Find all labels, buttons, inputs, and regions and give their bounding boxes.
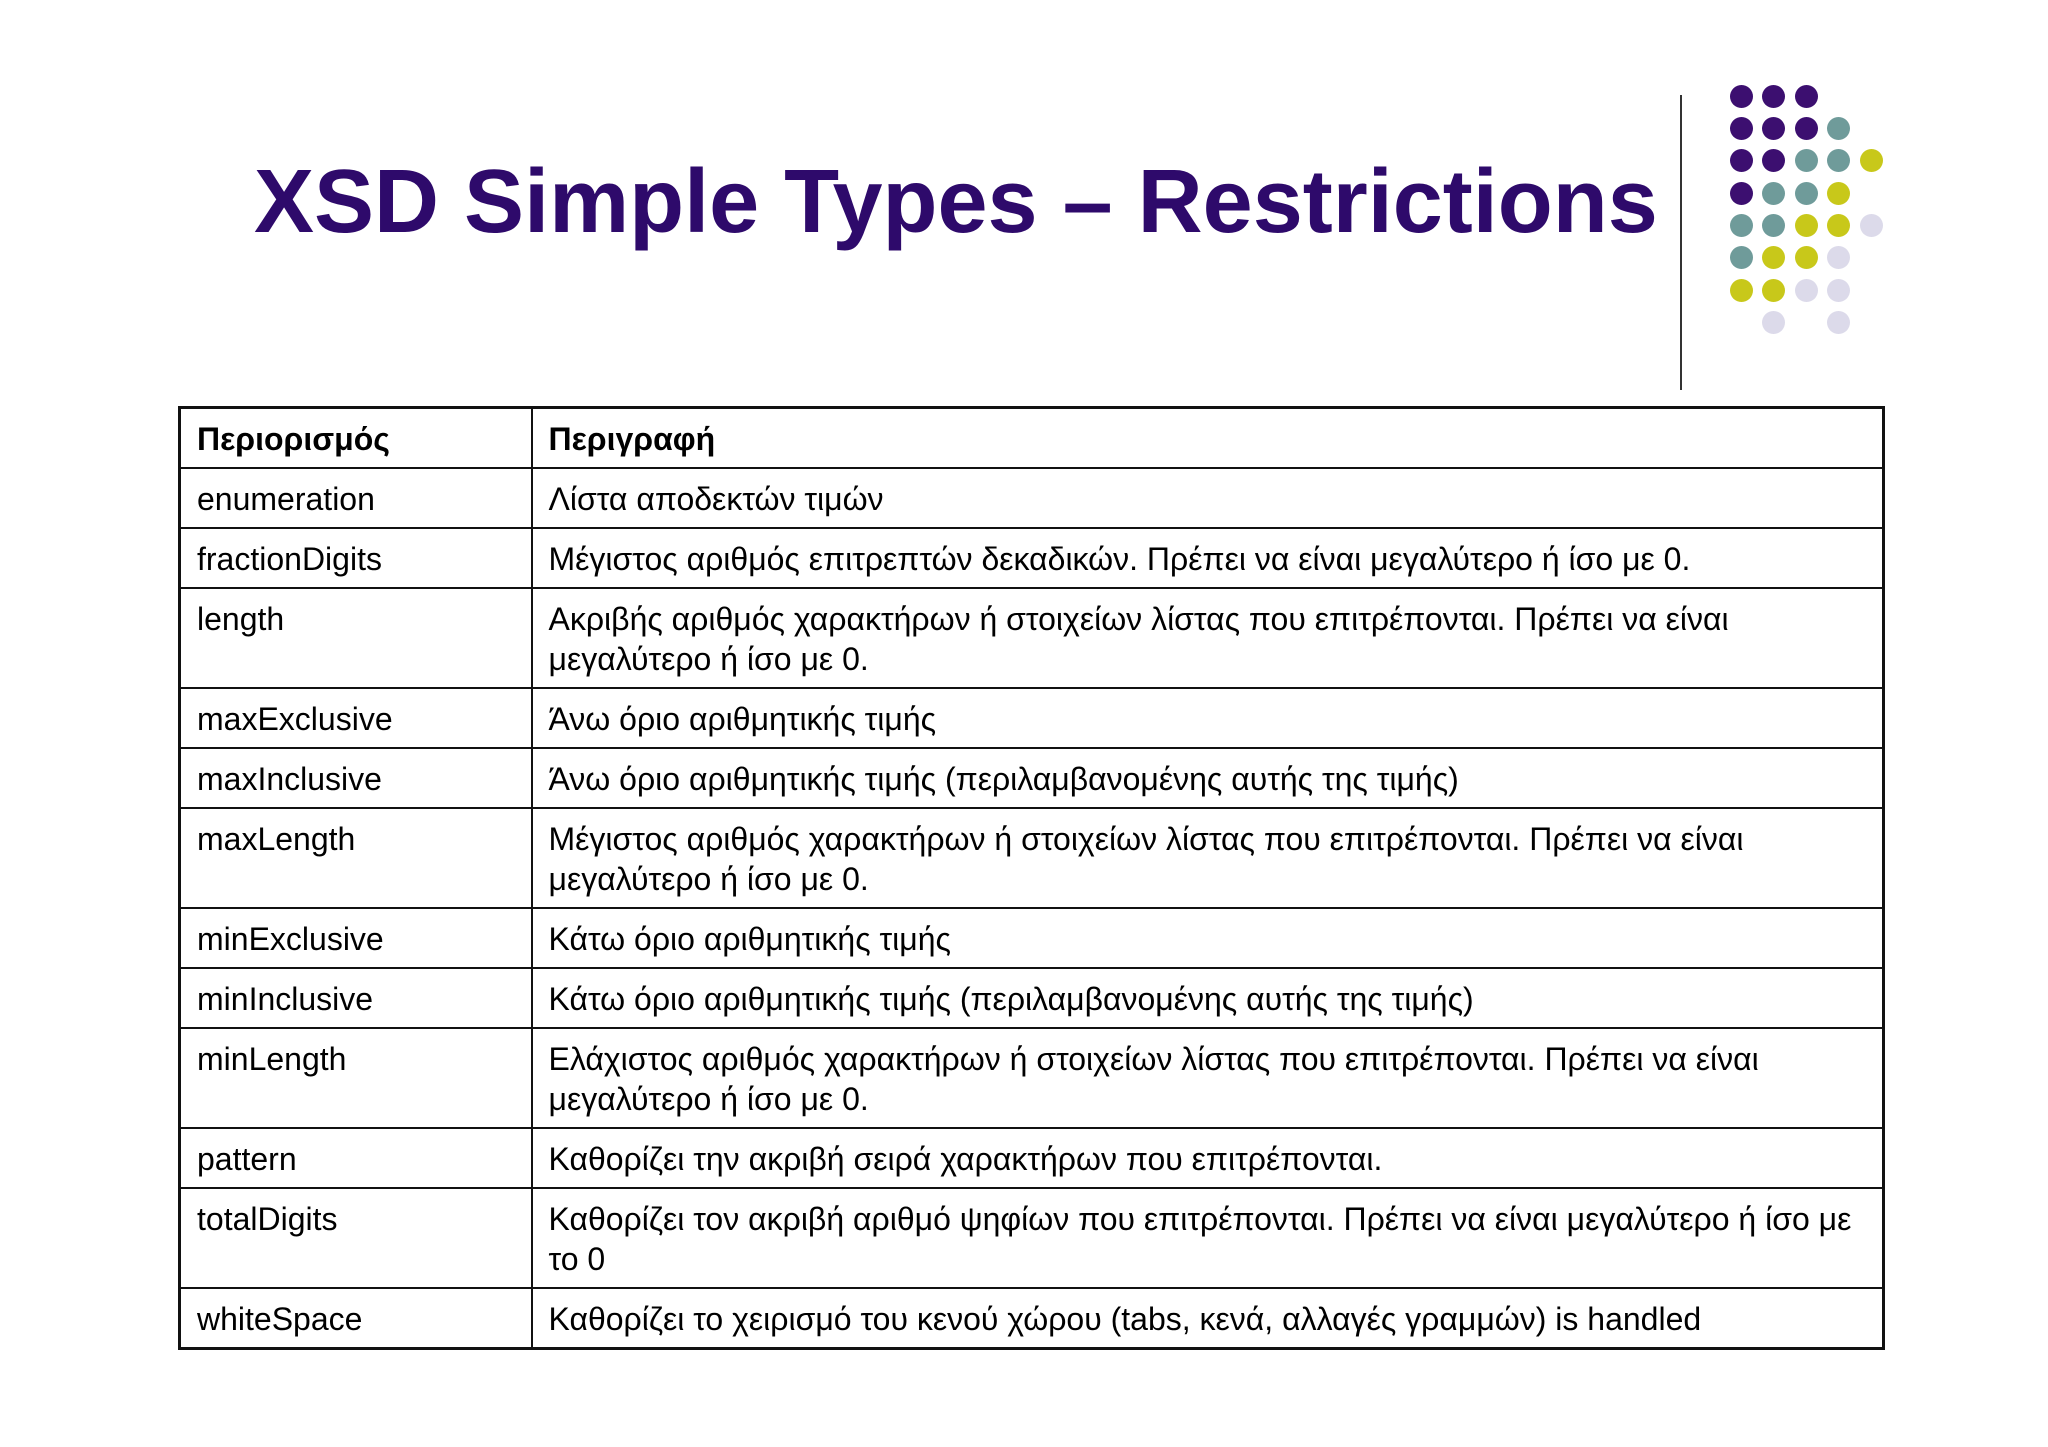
decorative-dot	[1762, 149, 1785, 172]
decorative-dot	[1730, 117, 1753, 140]
decorative-dot	[1730, 85, 1753, 108]
decorative-dot	[1795, 279, 1818, 302]
table-row	[180, 808, 1884, 908]
table-row	[180, 588, 1884, 688]
restriction-name: maxExclusive	[180, 688, 532, 748]
restriction-name: maxLength	[180, 808, 532, 908]
restriction-description: Ελάχιστος αριθμός χαρακτήρων ή στοιχείων λίστας που επιτρέπονται. Πρέπει να είναι μεγαλύτερο ή ίσο με 0.	[532, 1028, 1884, 1128]
decorative-dot	[1860, 149, 1883, 172]
restriction-name: maxInclusive	[180, 748, 532, 808]
restriction-name: totalDigits	[180, 1188, 532, 1288]
restriction-name: enumeration	[180, 468, 532, 528]
decorative-dot	[1762, 182, 1785, 205]
decorative-dot	[1827, 311, 1850, 334]
decorative-dot	[1827, 214, 1850, 237]
decorative-dot	[1762, 85, 1785, 108]
table-row	[180, 1128, 1884, 1188]
decorative-dot	[1730, 182, 1753, 205]
decorative-dot	[1730, 246, 1753, 269]
table-row	[180, 748, 1884, 808]
restriction-name: whiteSpace	[180, 1288, 532, 1349]
table-row	[180, 528, 1884, 588]
decorative-dot	[1860, 214, 1883, 237]
decorative-dot	[1762, 246, 1785, 269]
decorative-dot	[1762, 311, 1785, 334]
decorative-dot	[1827, 149, 1850, 172]
restriction-name: fractionDigits	[180, 528, 532, 588]
restriction-name: minExclusive	[180, 908, 532, 968]
table-row	[180, 468, 1884, 528]
restriction-description: Κάτω όριο αριθμητικής τιμής	[532, 908, 1884, 968]
table-row	[180, 1028, 1884, 1128]
table-row	[180, 968, 1884, 1028]
decorative-dot	[1730, 279, 1753, 302]
table-header-row	[180, 408, 1884, 469]
header-description: Περιγραφή	[532, 408, 1884, 469]
restriction-description: Ακριβής αριθμός χαρακτήρων ή στοιχείων λίστας που επιτρέπονται. Πρέπει να είναι μεγαλύτερο ή ίσο με 0.	[532, 588, 1884, 688]
header-restriction: Περιορισμός	[180, 408, 532, 469]
decorative-dot	[1827, 279, 1850, 302]
decorative-dot	[1795, 214, 1818, 237]
slide-title: XSD Simple Types – Restrictions	[254, 152, 1658, 252]
decorative-dot	[1730, 214, 1753, 237]
restriction-name: length	[180, 588, 532, 688]
decorative-dot	[1730, 149, 1753, 172]
decorative-dot	[1795, 117, 1818, 140]
decorative-dot	[1795, 149, 1818, 172]
table-row	[180, 688, 1884, 748]
decorative-dot	[1827, 117, 1850, 140]
table-row	[180, 1288, 1884, 1349]
decorative-dot	[1762, 279, 1785, 302]
title-divider-line	[1680, 95, 1682, 390]
restriction-description: Καθορίζει το χειρισμό του κενού χώρου (tabs, κενά, αλλαγές γραμμών) is handled	[532, 1288, 1884, 1349]
decorative-dot	[1795, 182, 1818, 205]
decorative-dot	[1762, 117, 1785, 140]
table-row	[180, 908, 1884, 968]
decorative-dot	[1827, 246, 1850, 269]
restriction-name: minInclusive	[180, 968, 532, 1028]
restrictions-table	[178, 406, 1885, 1350]
restriction-description: Μέγιστος αριθμός επιτρεπτών δεκαδικών. Πρέπει να είναι μεγαλύτερο ή ίσο με 0.	[532, 528, 1884, 588]
restriction-name: minLength	[180, 1028, 532, 1128]
decorative-dot	[1795, 85, 1818, 108]
table-row	[180, 1188, 1884, 1288]
decorative-dot	[1827, 182, 1850, 205]
decorative-dot	[1795, 246, 1818, 269]
restriction-description: Κάτω όριο αριθμητικής τιμής (περιλαμβανομένης αυτής της τιμής)	[532, 968, 1884, 1028]
decorative-dot	[1762, 214, 1785, 237]
restriction-description: Μέγιστος αριθμός χαρακτήρων ή στοιχείων λίστας που επιτρέπονται. Πρέπει να είναι μεγαλύτερο ή ίσο με 0.	[532, 808, 1884, 908]
restriction-description: Λίστα αποδεκτών τιμών	[532, 468, 1884, 528]
restriction-description: Καθορίζει τον ακριβή αριθμό ψηφίων που επιτρέπονται. Πρέπει να είναι μεγαλύτερο ή ίσο με το 0	[532, 1188, 1884, 1288]
restriction-description: Άνω όριο αριθμητικής τιμής (περιλαμβανομένης αυτής της τιμής)	[532, 748, 1884, 808]
restriction-description: Καθορίζει την ακριβή σειρά χαρακτήρων που επιτρέπονται.	[532, 1128, 1884, 1188]
restriction-name: pattern	[180, 1128, 532, 1188]
restriction-description: Άνω όριο αριθμητικής τιμής	[532, 688, 1884, 748]
